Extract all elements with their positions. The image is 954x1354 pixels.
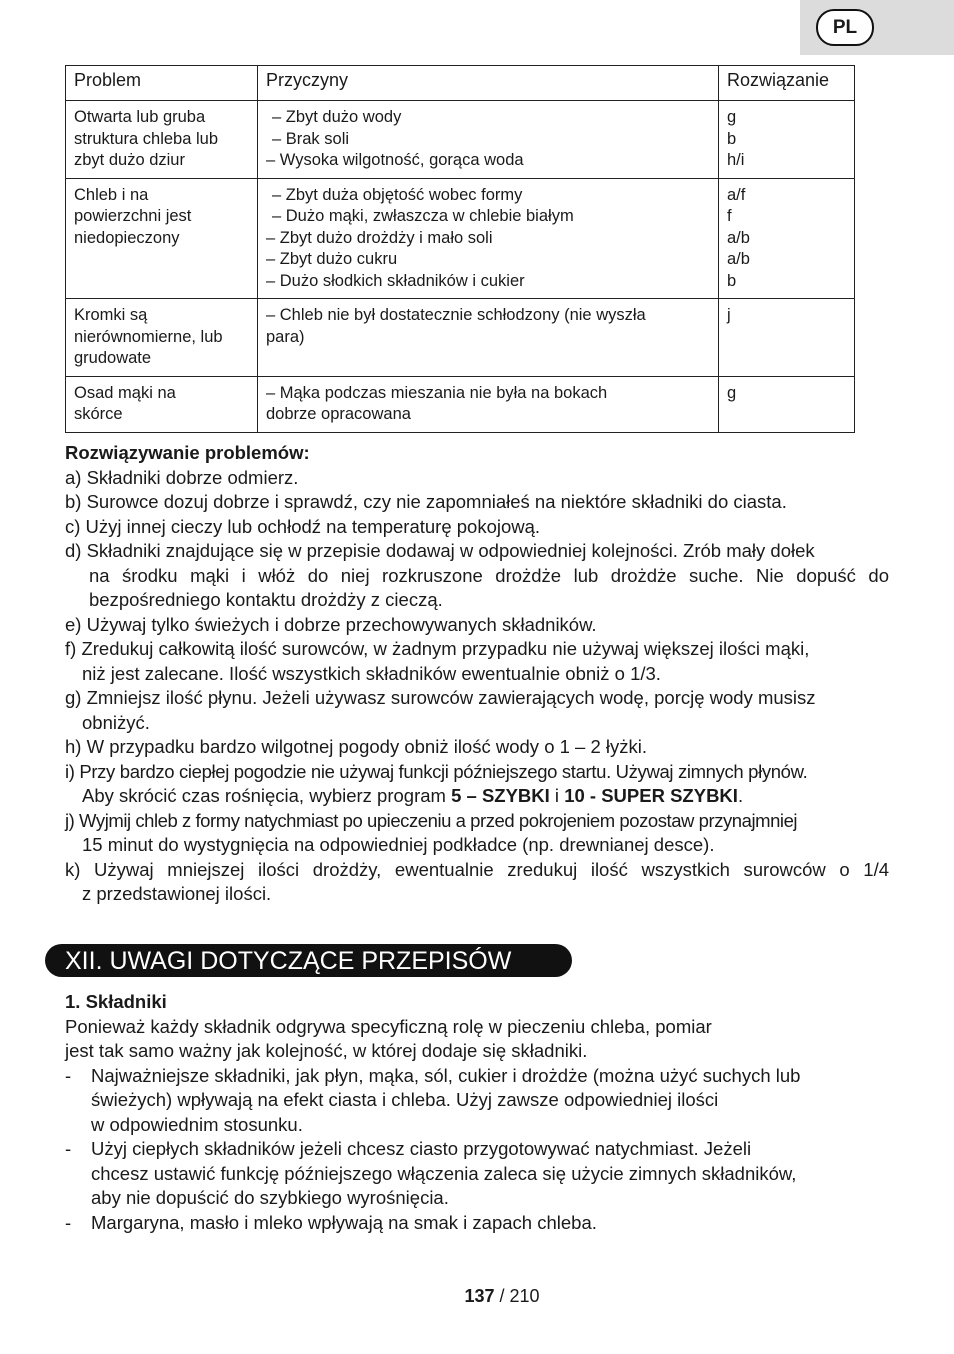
list-item-line: chcesz ustawić funkcję późniejszego włączenia zaleca się użycie zimnych składników,	[91, 1162, 797, 1184]
problem-cell	[66, 178, 258, 299]
page-separator: /	[494, 1286, 510, 1306]
solution-code: g	[727, 383, 737, 402]
cause-line: para)	[266, 327, 305, 346]
causes-cell	[258, 178, 719, 299]
solutions-title: Rozwiązywanie problemów:	[65, 442, 310, 463]
solution-j-line: j) Wyjmij chleb z formy natychmiast po upieczeniu a przed pokrojeniem pozostaw przynajmniej	[65, 809, 798, 831]
solution-code: a/f	[727, 185, 746, 204]
solution-cell	[719, 299, 855, 377]
cause-line: – Zbyt dużo drożdży i mało soli	[266, 228, 493, 247]
problem-line: Osad mąki na	[74, 383, 176, 402]
list-item-line: Najważniejsze składniki, jak płyn, mąka, sól, cukier i drożdże (można użyć suchych lub	[91, 1064, 801, 1086]
list-item	[65, 1064, 889, 1138]
language-badge: PL	[816, 9, 874, 46]
problem-line: Otwarta lub gruba	[74, 108, 206, 126]
problem-line: Kromki są	[74, 306, 148, 324]
solution-i-text: Aby skrócić czas rośnięcia, wybierz program	[82, 785, 452, 806]
cause-line: – Chleb nie był dostatecznie schłodzony (nie wyszła	[266, 306, 646, 324]
cause-line: – Zbyt duża objętość wobec formy	[272, 185, 523, 204]
table-row	[66, 101, 855, 179]
solution-e: e) Używaj tylko świeżych i dobrze przechowywanych składników.	[65, 613, 597, 635]
solution-cell	[719, 376, 855, 432]
list-item-line: świeżych) wpływają na efekt ciasta i chleba. Użyj zawsze odpowiedniej ilości	[91, 1089, 719, 1110]
causes-cell	[258, 101, 719, 179]
ingredients-section	[65, 990, 889, 1235]
solution-j	[65, 809, 889, 858]
solution-k-line: k) Używaj mniejszej ilości drożdży, ewentualnie zredukuj ilość wszystkich surowców o 1/4	[65, 858, 889, 880]
solution-f-line: niż jest zalecane. Ilość wszystkich składników ewentualnie obniż o 1/3.	[82, 662, 661, 684]
problem-line: zbyt dużo dziur	[74, 151, 185, 169]
list-item-line: Użyj ciepłych składników jeżeli chcesz ciasto przygotowywać natychmiast. Jeżeli	[91, 1138, 752, 1159]
solution-i-line	[65, 784, 889, 809]
solution-cell	[719, 101, 855, 179]
troubleshooting-table	[65, 65, 855, 433]
solution-f	[65, 637, 889, 686]
ingredients-intro: jest tak samo ważny jak kolejność, w której dodaje się składniki.	[65, 1040, 588, 1061]
cause-line: – Dużo słodkich składników i cukier	[266, 271, 525, 290]
solution-cell	[719, 178, 855, 299]
page-number	[0, 1286, 954, 1307]
bullet-dash: -	[65, 1138, 72, 1159]
solution-code: f	[727, 207, 732, 225]
problem-line: nierównomierne, lub	[74, 327, 223, 346]
header-solution: Rozwiązanie	[719, 66, 855, 101]
causes-cell	[258, 376, 719, 432]
bullet-dash: -	[65, 1064, 72, 1086]
solution-code: a/b	[727, 250, 750, 268]
list-item-line: aby nie dopuścić do szybkiego wyrośnięcia.	[91, 1187, 449, 1208]
solution-code: g	[727, 108, 737, 126]
solution-i-text: i	[549, 785, 565, 806]
troubleshooting-solutions	[65, 441, 889, 907]
cause-line: – Mąka podczas mieszania nie była na bokach	[266, 383, 608, 402]
table-header-row	[66, 66, 855, 101]
solution-d-line: na środku mąki i włóż do niej rozkruszone drożdże lub drożdże suche. Nie dopuść do	[89, 564, 889, 586]
problem-cell	[66, 299, 258, 377]
list-item-line: w odpowiednim stosunku.	[91, 1113, 303, 1135]
cause-line: – Wysoka wilgotność, gorąca woda	[266, 151, 524, 169]
table-row	[66, 376, 855, 432]
solution-g-line: obniżyć.	[82, 711, 150, 733]
solution-d	[65, 539, 889, 613]
solution-i	[65, 760, 889, 809]
problem-line: powierzchni jest	[74, 207, 192, 225]
solution-b: b) Surowce dozuj dobrze i sprawdź, czy nie zapomniałeś na niektóre składniki do ciasta.	[65, 491, 787, 512]
table-row	[66, 178, 855, 299]
solution-k-line: z przedstawionej ilości.	[82, 883, 272, 904]
program-fast: 5 – SZYBKI	[451, 785, 550, 806]
solution-c: c) Użyj innej cieczy lub ochłodź na temperaturę pokojową.	[65, 515, 541, 537]
solution-g	[65, 686, 889, 735]
header-problem: Problem	[66, 66, 258, 101]
header-causes: Przyczyny	[258, 66, 719, 101]
solution-code: a/b	[727, 228, 750, 247]
list-item	[65, 1211, 889, 1236]
solution-code: j	[727, 306, 731, 324]
total-pages: 210	[509, 1286, 540, 1306]
problem-line: skórce	[74, 405, 123, 423]
cause-line: dobrze opracowana	[266, 405, 411, 423]
cause-line: – Dużo mąki, zwłaszcza w chlebie białym	[272, 207, 574, 225]
solution-j-line: 15 minut do wystygnięcia na odpowiedniej podkładce (np. drewnianej desce).	[82, 834, 715, 855]
bullet-dash: -	[65, 1211, 72, 1233]
solution-code: b	[727, 129, 737, 148]
language-badge-area	[800, 0, 954, 55]
problem-line: struktura chleba lub	[74, 129, 218, 148]
section-heading: XII. UWAGI DOTYCZĄCE PRZEPISÓW	[45, 944, 572, 977]
causes-cell	[258, 299, 719, 377]
problem-cell	[66, 101, 258, 179]
problem-cell	[66, 376, 258, 432]
solution-i-text: .	[737, 785, 744, 806]
solution-f-line: f) Zredukuj całkowitą ilość surowców, w żadnym przypadku nie używaj większej ilości mąki,	[65, 638, 810, 659]
list-item	[65, 1137, 889, 1211]
solution-a: a) Składniki dobrze odmierz.	[65, 466, 299, 488]
solution-d-line: d) Składniki znajdujące się w przepisie dodawaj w odpowiedniej kolejności. Zrób mały dołek	[65, 540, 815, 561]
solution-k	[65, 858, 889, 907]
problem-line: grudowate	[74, 349, 152, 367]
solution-h: h) W przypadku bardzo wilgotnej pogody obniż ilość wody o 1 – 2 łyżki.	[65, 736, 648, 757]
problem-line: Chleb i na	[74, 185, 149, 204]
ingredients-intro: Ponieważ każdy składnik odgrywa specyficzną rolę w pieczeniu chleba, pomiar	[65, 1015, 712, 1037]
cause-line: – Zbyt dużo wody	[272, 108, 402, 126]
problem-line: niedopieczony	[74, 228, 180, 247]
solution-i-line: i) Przy bardzo ciepłej pogodzie nie używaj funkcji późniejszego startu. Używaj zimnych płynów.	[65, 760, 808, 782]
list-item-line: Margaryna, masło i mleko wpływają na smak i zapach chleba.	[91, 1211, 597, 1233]
cause-line: – Zbyt dużo cukru	[266, 250, 398, 268]
cause-line: – Brak soli	[272, 129, 350, 148]
solution-code: b	[727, 271, 737, 290]
solution-d-line: bezpośredniego kontaktu drożdży z cieczą.	[89, 589, 443, 610]
ingredients-title: 1. Składniki	[65, 991, 167, 1012]
program-super-fast: 10 - SUPER SZYBKI	[564, 785, 738, 806]
solution-code: h/i	[727, 151, 745, 169]
table-row	[66, 299, 855, 377]
solution-g-line: g) Zmniejsz ilość płynu. Jeżeli używasz surowców zawierających wodę, porcję wody musisz	[65, 687, 816, 708]
current-page: 137	[464, 1286, 495, 1306]
